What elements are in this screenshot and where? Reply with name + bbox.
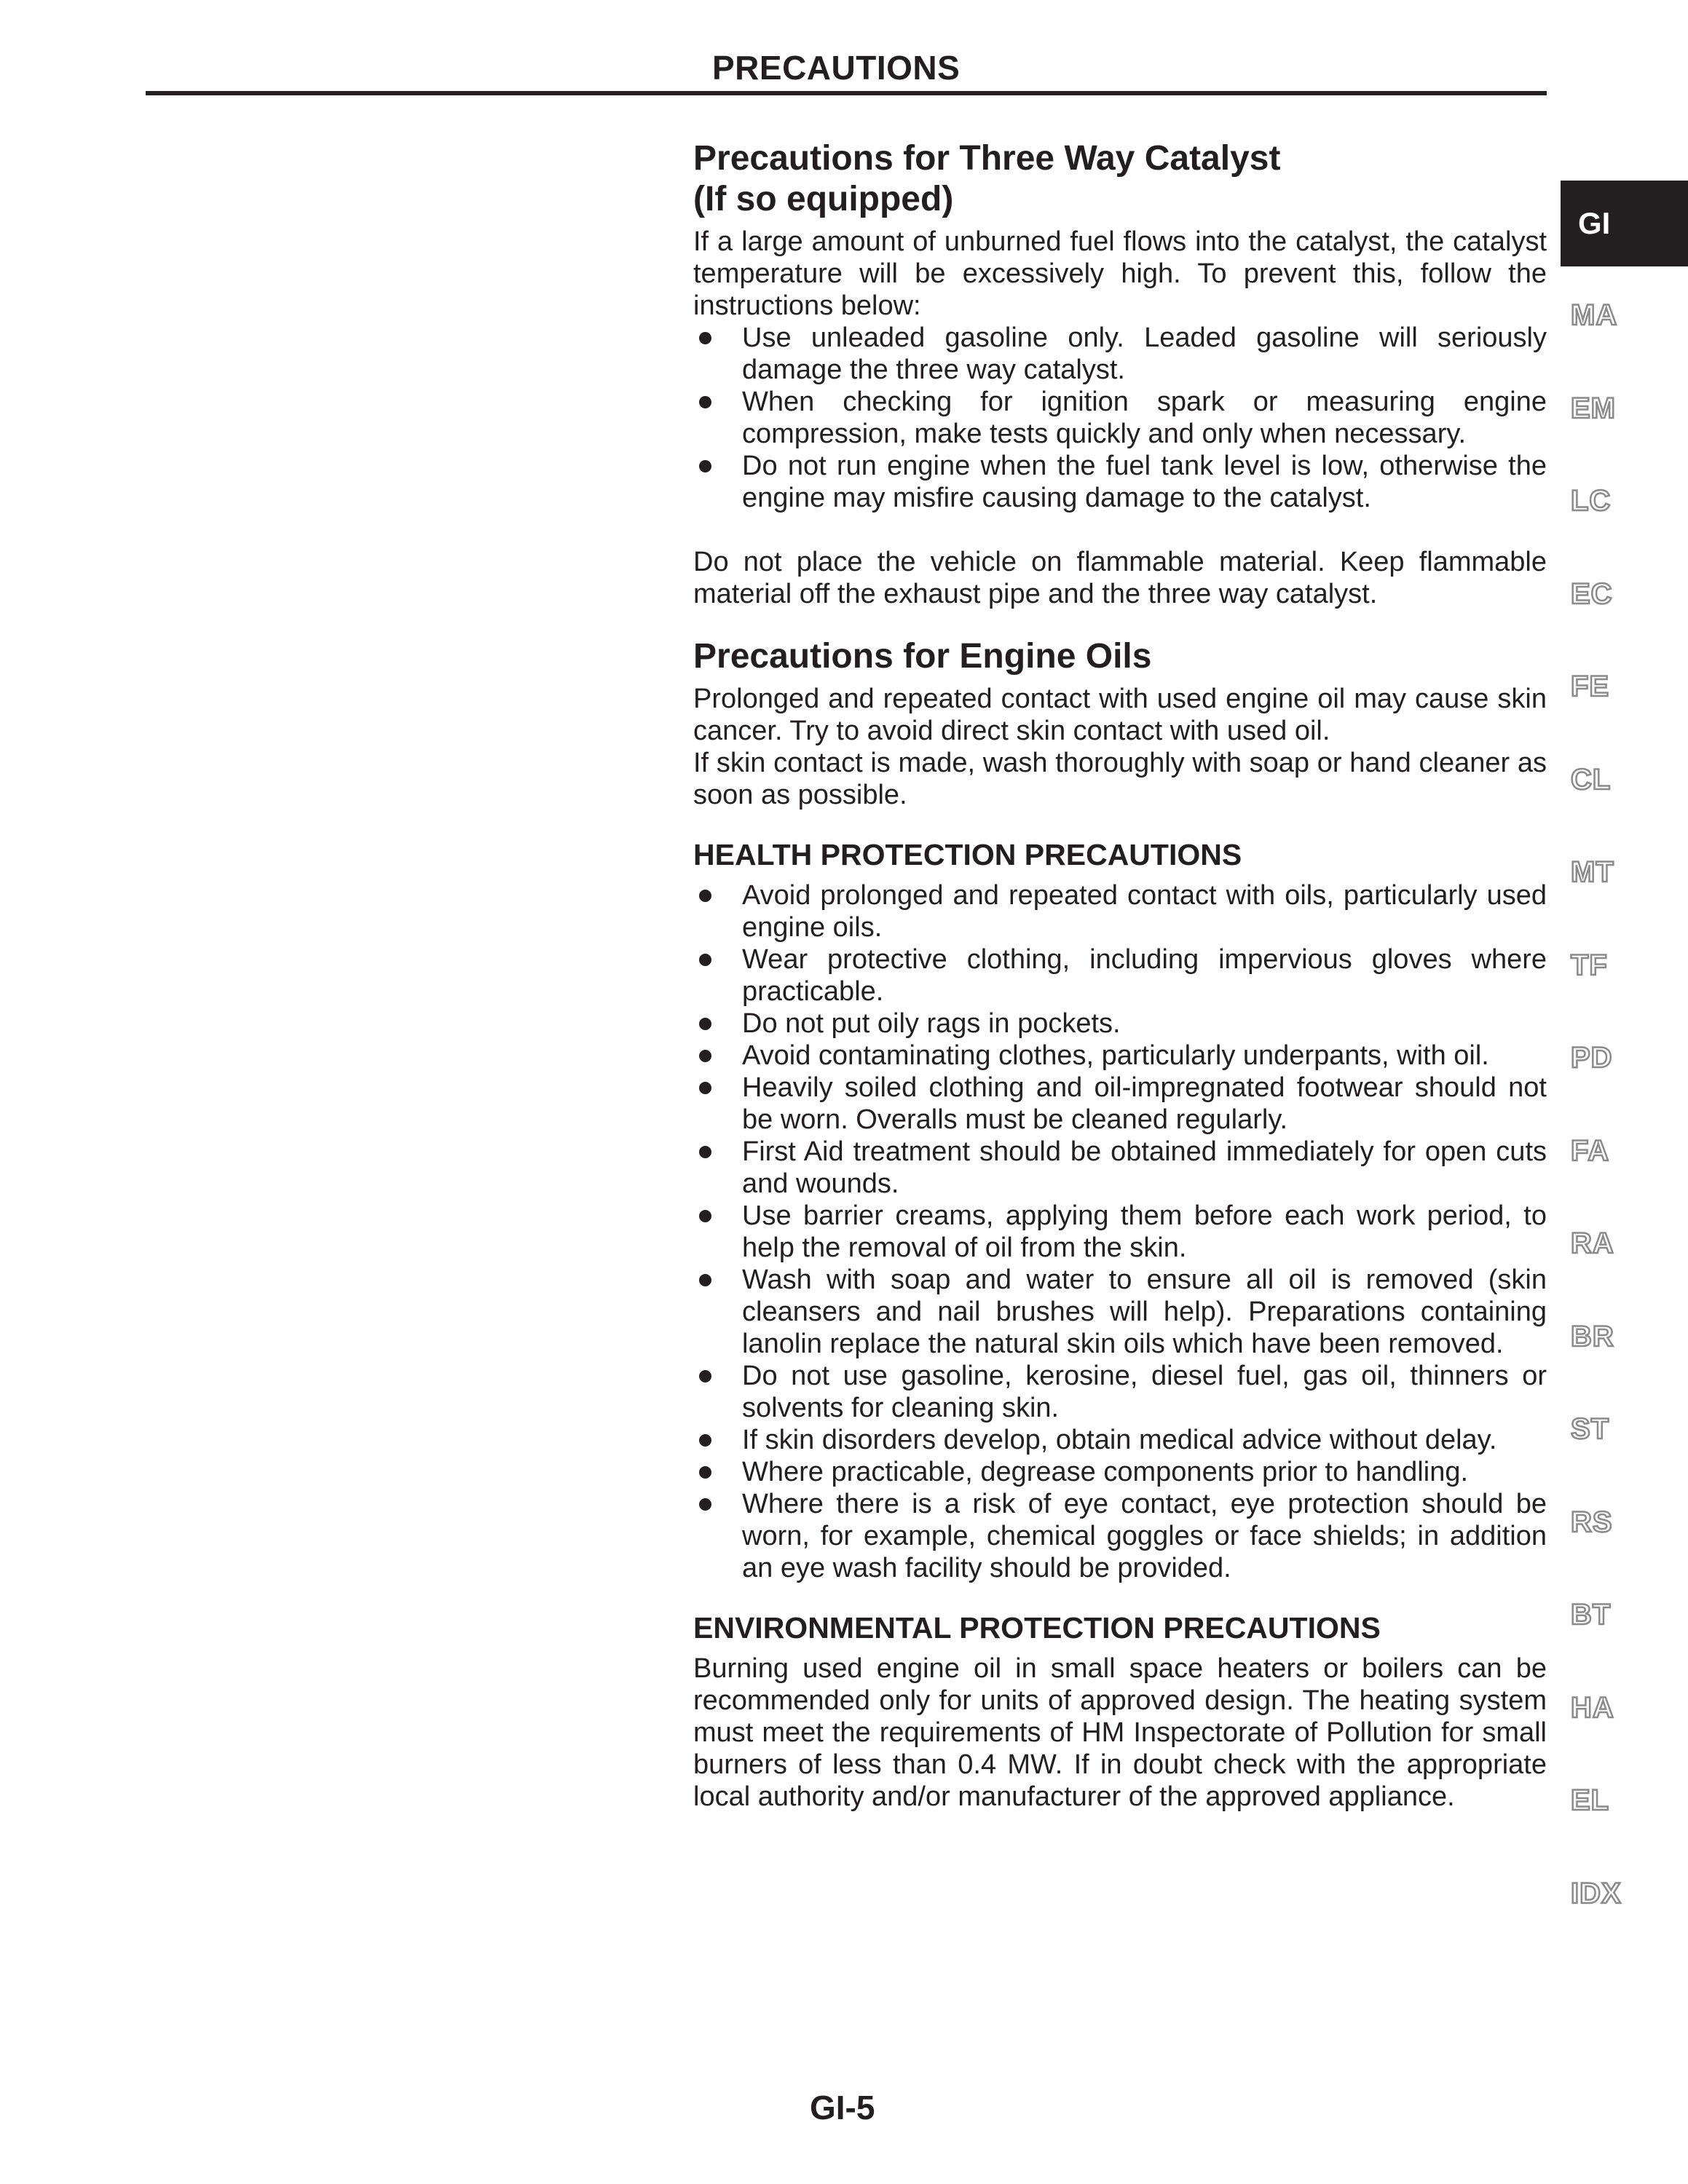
list-item-text: When checking for ignition spark or measuring engine compression, make tests quickly and only when necessary. — [742, 387, 1547, 449]
environmental-paragraph: Burning used engine oil in small space heaters or boilers can be recommended only for units of approved design. The heating system must meet the requirements of HM Inspectorate of Pollution for small burners of less than 0.4 MW. If in doubt check with the appropriate local authority and/or manufacturer of the approved appliance. — [693, 1653, 1547, 1812]
list-item-text: Do not use gasoline, kerosine, diesel fuel, gas oil, thinners or solvents for cleaning skin. — [742, 1361, 1547, 1423]
bullet-icon — [699, 1466, 711, 1479]
catalyst-note: Do not place the vehicle on flammable material. Keep flammable material off the exhaust pipe and the three way catalyst. — [693, 547, 1547, 609]
bullet-icon — [699, 1498, 711, 1511]
page-number: GI-5 — [810, 2089, 875, 2126]
list-item — [693, 1264, 1547, 1360]
bullet-icon — [699, 1370, 711, 1382]
list-item-text: Where practicable, degrease components prior to handling. — [742, 1457, 1469, 1487]
list-item-text: Heavily soiled clothing and oil-impregnated footwear should not be worn. Overalls must be cleaned regularly. — [742, 1072, 1547, 1135]
list-item — [693, 879, 1547, 943]
side-tab-fe[interactable]: FE — [1571, 670, 1610, 703]
list-item-text: Do not run engine when the fuel tank level is low, otherwise the engine may misfire causing damage to the catalyst. — [742, 451, 1547, 513]
list-item-text: First Aid treatment should be obtained immediately for open cuts and wounds. — [742, 1136, 1547, 1199]
main-content — [693, 138, 1547, 1813]
bullet-icon — [699, 1274, 711, 1286]
side-tab-mt[interactable]: MT — [1571, 856, 1614, 888]
list-item — [693, 1200, 1547, 1264]
list-item-text: Avoid prolonged and repeated contact with oils, particularly used engine oils. — [742, 880, 1547, 943]
side-tab-br[interactable]: BR — [1571, 1320, 1614, 1353]
environmental-heading: ENVIRONMENTAL PROTECTION PRECAUTIONS — [693, 1611, 1381, 1645]
engine-oils-section — [693, 636, 1547, 811]
header-rule — [146, 91, 1547, 95]
list-item — [693, 1456, 1547, 1488]
list-item — [693, 1136, 1547, 1200]
list-item — [693, 1360, 1547, 1424]
engine-oils-paragraph-1: Prolonged and repeated contact with used engine oil may cause skin cancer. Try to avoid direct skin contact with used oil. — [693, 684, 1547, 746]
list-item-text: Use barrier creams, applying them before each work period, to help the removal of oil from the skin. — [742, 1200, 1547, 1263]
side-tab-ec[interactable]: EC — [1571, 577, 1613, 610]
bullet-icon — [699, 1210, 711, 1222]
list-item — [693, 1424, 1547, 1456]
engine-oils-paragraph-2: If skin contact is made, wash thoroughly with soap or hand cleaner as soon as possible. — [693, 748, 1547, 810]
list-item-text: Do not put oily rags in pockets. — [742, 1008, 1121, 1039]
list-item-text: Wear protective clothing, including impervious gloves where practicable. — [742, 944, 1547, 1007]
catalyst-heading-line1: Precautions for Three Way Catalyst — [693, 139, 1281, 178]
list-item-text: Avoid contaminating clothes, particularly underpants, with oil. — [742, 1040, 1489, 1071]
catalyst-heading-line2: (If so equipped) — [693, 180, 954, 218]
environmental-section — [693, 1610, 1547, 1813]
list-item-text: Wash with soap and water to ensure all oil is removed (skin cleansers and nail brushes will help). Preparations containing lanolin replace the natural skin oils which have been removed. — [742, 1265, 1547, 1359]
bullet-icon — [699, 1050, 711, 1062]
side-tab-ha[interactable]: HA — [1571, 1691, 1614, 1724]
bullet-icon — [699, 1146, 711, 1158]
catalyst-intro: If a large amount of unburned fuel flows into the catalyst, the catalyst temperature will be excessively high. To prevent this, follow the instructions below: — [693, 226, 1547, 321]
catalyst-section — [693, 138, 1547, 610]
side-tab-gi-active[interactable]: GI — [1561, 181, 1688, 266]
bullet-icon — [699, 396, 711, 408]
engine-oils-heading: Precautions for Engine Oils — [693, 637, 1152, 676]
bullet-icon — [699, 954, 711, 966]
side-tab-el[interactable]: EL — [1571, 1784, 1610, 1816]
list-item — [693, 450, 1547, 514]
running-header: PRECAUTIONS — [712, 49, 961, 87]
side-tab-fa[interactable]: FA — [1571, 1134, 1610, 1167]
catalyst-bullet-list — [693, 322, 1547, 514]
bullet-icon — [699, 460, 711, 472]
side-tab-bt[interactable]: BT — [1571, 1599, 1612, 1631]
catalyst-heading — [693, 138, 1547, 220]
bullet-icon — [699, 1082, 711, 1094]
bullet-icon — [699, 1018, 711, 1030]
bullet-icon — [699, 1434, 711, 1447]
health-section — [693, 837, 1547, 1584]
side-tab-st[interactable]: ST — [1571, 1413, 1610, 1445]
side-tab-ma[interactable]: MA — [1571, 299, 1618, 331]
list-item — [693, 322, 1547, 386]
list-item-text: If skin disorders develop, obtain medical advice without delay. — [742, 1425, 1497, 1455]
list-item-text: Where there is a risk of eye contact, eye protection should be worn, for example, chemical goggles or face shields; in addition an eye wash facility should be provided. — [742, 1489, 1547, 1583]
list-item-text: Use unleaded gasoline only. Leaded gasoline will seriously damage the three way catalyst. — [742, 323, 1547, 385]
side-tab-cl[interactable]: CL — [1571, 763, 1612, 796]
list-item — [693, 943, 1547, 1008]
list-item — [693, 1488, 1547, 1584]
bullet-icon — [699, 890, 711, 902]
bullet-icon — [699, 332, 711, 344]
health-heading: HEALTH PROTECTION PRECAUTIONS — [693, 838, 1242, 871]
side-tab-lc[interactable]: LC — [1571, 485, 1612, 517]
side-tab-idx[interactable]: IDX — [1571, 1877, 1622, 1910]
side-tab-rs[interactable]: RS — [1571, 1506, 1613, 1538]
list-item — [693, 1072, 1547, 1136]
list-item — [693, 386, 1547, 450]
list-item — [693, 1040, 1547, 1072]
side-tab-em[interactable]: EM — [1571, 392, 1616, 424]
side-tab-ra[interactable]: RA — [1571, 1227, 1614, 1259]
side-tab-tf[interactable]: TF — [1571, 949, 1608, 981]
side-tab-index — [1571, 299, 1673, 1970]
health-bullet-list — [693, 879, 1547, 1584]
list-item — [693, 1008, 1547, 1040]
side-tab-pd[interactable]: PD — [1571, 1042, 1613, 1074]
